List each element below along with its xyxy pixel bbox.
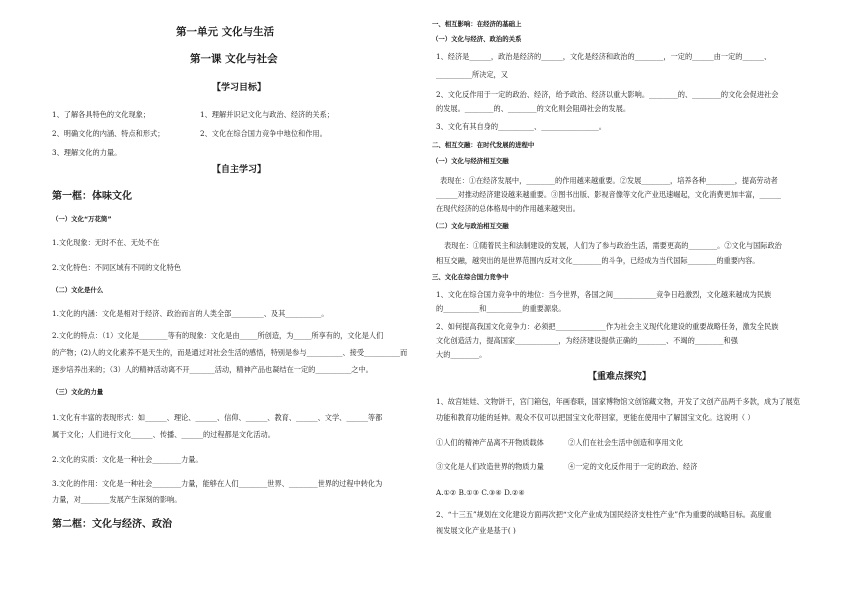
para-5a: 1.文化有丰富的表现形式：如______、理论、______、信仰、______、教育、______、文学、______等都	[52, 413, 383, 422]
frame-2-title: 第二框：文化与经济、政治	[52, 519, 172, 530]
option-3: ③文化是人们改造世界的物质力量	[436, 462, 544, 471]
lesson-title: 第一课 文化与社会	[190, 53, 278, 65]
right-line-12: 在现代经济的总体格局中的作用越来越突出。	[436, 204, 580, 213]
right-heading-16: 三、文化在综合国力竞争中	[432, 273, 509, 281]
para-1: 1.文化现象：无时不在、无处不在	[52, 238, 160, 247]
para-5b: 属于文化；人们进行文化______、传播、______的过程都是文化活动。	[52, 430, 275, 439]
right-line-17: 1、文化在综合国力竞争中的地位：当今世界，各国之间____________竞争日趋激烈，文化越来越成为民族	[436, 290, 772, 299]
right-line-21: 大的________。	[436, 350, 487, 359]
question-2-line-b: 视发展文化产业是基于( )	[436, 526, 516, 535]
para-4b: 的产物；(2)人的文化素养不是天生的，而是通过对社会生活的感悟，特别是参与__________、接受__________而	[52, 348, 408, 357]
right-line-3: 1、经济是______，政治是经济的______，文化是经济和政治的________，一定的______由一定的______、	[436, 52, 772, 61]
right-heading-2: （一）文化与经济、政治的关系	[432, 35, 522, 43]
para-6: 2.文化的实质：文化是一种社会________力量。	[52, 455, 203, 464]
para-7b: 力量，对________发展产生深刻的影响。	[52, 495, 182, 504]
right-line-7: 3、文化有其自身的__________、________________。	[436, 122, 606, 131]
goal-1: 1、了解各具特色的文化现象；	[52, 110, 151, 119]
para-4a: 2.文化的特点：（1）文化是________等有的现象：文化是由_____所创造，为_____所享有的，文化是人们	[52, 331, 384, 340]
right-heading-8: 二、相互交融：在时代发展的进程中	[432, 141, 535, 149]
right-heading-13: （二）文化与政治相互交融	[432, 222, 509, 230]
para-7a: 3.文化的作用：文化是一种社会________力量，能够在人们________世界、________世界的过程中转化为	[52, 479, 383, 488]
option-4: ④一定的文化反作用于一定的政治、经济	[568, 462, 698, 471]
right-line-19: 2、如何提高我国文化竞争力：必须把______________作为社会主义现代化建设的重要战略任务，激发全民族	[436, 322, 779, 331]
section-2: （二）文化是什么	[52, 286, 104, 294]
goal-3: 3、理解文化的力量。	[52, 148, 122, 157]
question-1-line-b: 功能和教育功能的延伸。观众不仅可以把国宝文化带回家，更能在使用中了解国宝文化。这说明（ ）	[436, 413, 755, 422]
unit-title: 第一单元 文化与生活	[176, 26, 275, 38]
right-line-10: 表现在：①在经济发展中，________的作用越来越重要。②发展________，培养各种________，提高劳动者	[440, 176, 778, 185]
right-line-11: ______对推动经济建设越来越重要。③图书出版、影视音像等文化产业迅速崛起，文化消费更加丰富，______	[436, 190, 782, 199]
option-2: ②人们在社会生活中创造和享用文化	[568, 438, 684, 447]
frame-1-title: 第一框：体味文化	[52, 191, 132, 202]
right-heading-1: 一、相互影响：在经济的基础上	[432, 20, 522, 28]
key-points-header: 【重难点探究】	[588, 372, 652, 382]
answer-choices: A.①② B.①③ C.③④ D.②④	[436, 488, 525, 497]
right-line-4: __________所决定，又	[436, 70, 508, 79]
question-1-line-a: 1、故宫娃娃、文物饼干，宫门箱包，年画春联，国家博物馆文创馆藏文物，开发了文创产品两千多款，成为了展览	[436, 397, 800, 406]
right-line-15: 相互交融，越突出的是世界范围内反对文化________的斗争，已经成为当代国际________的重要内容。	[436, 256, 760, 265]
goal-1b: 1、理解并识记文化与政治、经济的关系；	[200, 110, 334, 119]
para-2: 2.文化特色：不同区域有不同的文化特色	[52, 263, 182, 272]
goal-2: 2、明确文化的内涵、特点和形式；	[52, 129, 165, 138]
goal-2b: 2、文化在综合国力竞争中地位和作用。	[200, 129, 327, 138]
right-line-20: 文化创造活力，提高国家____________，为经济建设提供正确的________、不竭的________和强	[436, 336, 738, 345]
right-line-18: 的__________和__________的重要源泉。	[436, 304, 566, 313]
section-1: （一）文化“万花筒”	[52, 215, 112, 223]
para-3: 1.文化的内涵：文化是相对于经济、政治而言的人类全部_________、及其__________。	[52, 309, 329, 318]
right-line-6: 的发展。________的、________的文化则会阻碍社会的发展。	[436, 104, 631, 113]
right-line-14: 表现在：①随着民主和法制建设的发展，人们为了参与政治生活，需要更高的________。②文化与国际政治	[444, 241, 782, 250]
self-study-header: 【自主学习】	[212, 165, 267, 175]
goals-header: 【学习目标】	[212, 83, 267, 93]
right-heading-9: （一）文化与经济相互交融	[432, 157, 509, 165]
para-4c: 逐步培养出来的；（3）人的精神活动离不开_______活动，精神产品也凝结在一定的__________之中。	[52, 365, 373, 374]
option-1: ①人们的精神产品离不开物质载体	[436, 438, 544, 447]
section-3: （三）文化的力量	[52, 388, 104, 396]
right-line-5: 2、文化反作用于一定的政治、经济，给予政治、经济以重大影响。________的、________的文化会促进社会	[436, 90, 779, 99]
question-2-line-a: 2、“十三五”规划在文化建设方面再次把“文化产业成为国民经济支柱性产业”作为重要的战略目标。高度重	[436, 510, 772, 519]
